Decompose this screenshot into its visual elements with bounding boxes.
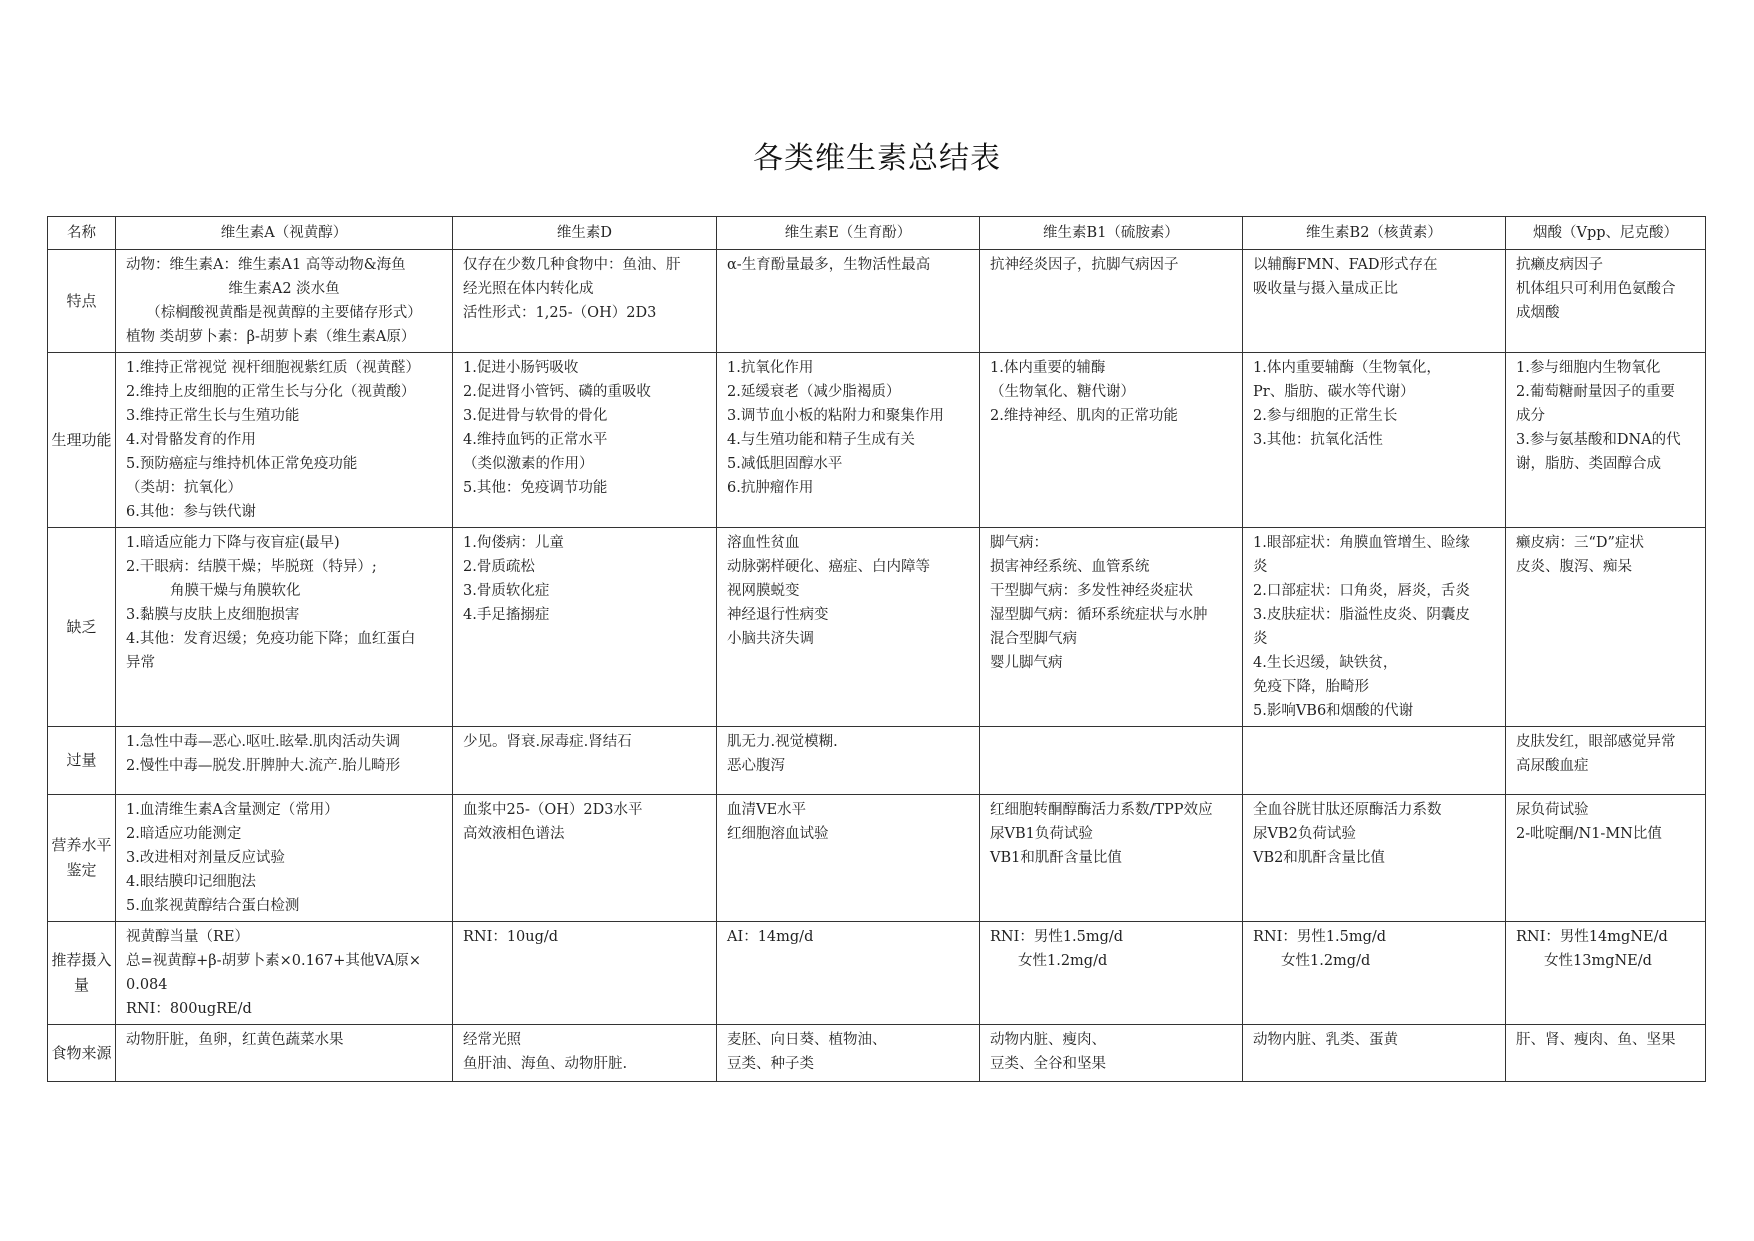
cell-assessment-niacin-col	[1506, 795, 1706, 922]
cell-line: 机体组只可利用色氨酸合	[1516, 281, 1676, 297]
row-label-assessment: 营养水平鉴定	[48, 795, 116, 922]
cell-assessment-vitamin-a-col	[116, 795, 453, 922]
cell-line: （棕榈酸视黄酯是视黄醇的主要储存形式）	[146, 305, 422, 321]
cell-line: 4.其他：发育迟缓；免疫功能下降；血红蛋白	[126, 631, 416, 647]
cell-deficiency-vitamin-b2-col	[1243, 528, 1506, 727]
cell-features-vitamin-b2-col	[1243, 250, 1506, 353]
cell-line: 损害神经系统、血管系统	[990, 559, 1150, 575]
cell-line: 3.改进相对剂量反应试验	[126, 850, 285, 866]
cell-line: 高效液相色谱法	[463, 826, 565, 842]
cell-food-sources-niacin-col	[1506, 1025, 1706, 1082]
cell-food-sources-vitamin-e-col	[717, 1025, 980, 1082]
cell-line: 1.体内重要辅酶（生物氧化，	[1253, 360, 1441, 376]
header-niacin-col: 烟酸（Vpp、尼克酸）	[1506, 217, 1706, 250]
cell-deficiency-vitamin-d-col	[453, 528, 717, 727]
cell-line: 1.抗氧化作用	[727, 360, 814, 376]
cell-line: 混合型脚气病	[990, 631, 1077, 647]
cell-functions-vitamin-d-col	[453, 353, 717, 528]
cell-line: 6.其他：参与铁代谢	[126, 504, 256, 520]
cell-intake-niacin-col	[1506, 922, 1706, 1025]
cell-line: 3.其他：抗氧化活性	[1253, 432, 1383, 448]
cell-features-vitamin-a-col	[116, 250, 453, 353]
cell-line: 3.黏膜与皮肤上皮细胞损害	[126, 607, 300, 623]
cell-line: 3.调节血小板的粘附力和聚集作用	[727, 408, 944, 424]
cell-line: 4.维持血钙的正常水平	[463, 432, 608, 448]
cell-line: 以辅酶FMN、FAD形式存在	[1253, 257, 1438, 273]
cell-line: 豆类、种子类	[727, 1056, 814, 1072]
cell-line: RNI：男性14mgNE/d	[1516, 929, 1668, 945]
cell-line: 皮炎、腹泻、痴呆	[1516, 559, 1632, 575]
cell-deficiency-niacin-col	[1506, 528, 1706, 727]
cell-functions-vitamin-b1-col	[980, 353, 1243, 528]
header-vitamin-d-col: 维生素D	[453, 217, 717, 250]
cell-line: 动物内脏、瘦肉、	[990, 1032, 1106, 1048]
cell-line: 1.急性中毒—恶心.呕吐.眩晕.肌肉活动失调	[126, 734, 401, 750]
cell-line: 湿型脚气病：循环系统症状与水肿	[990, 607, 1208, 623]
cell-line: 抗神经炎因子，抗脚气病因子	[990, 257, 1179, 273]
row-label-intake: 推荐摄入量	[48, 922, 116, 1025]
cell-line: 2.干眼病：结膜干燥；毕脱斑（特异）;	[126, 559, 377, 575]
cell-line: 溶血性贫血	[727, 535, 800, 551]
cell-line: 活性形式：1,25-（OH）2D3	[463, 305, 657, 321]
cell-line: 谢，脂肪、类固醇合成	[1516, 456, 1661, 472]
row-label-overdose: 过量	[48, 727, 116, 795]
row-assessment	[48, 795, 1706, 922]
cell-line: 5.预防癌症与维持机体正常免疫功能	[126, 456, 358, 472]
cell-line: RNI：男性1.5mg/d	[1253, 929, 1387, 945]
cell-assessment-vitamin-d-col	[453, 795, 717, 922]
cell-line: 2.维持神经、肌肉的正常功能	[990, 408, 1178, 424]
cell-food-sources-vitamin-a-col	[116, 1025, 453, 1082]
cell-line: 2.维持上皮细胞的正常生长与分化（视黄酸）	[126, 384, 416, 400]
page-title: 各类维生素总结表	[753, 141, 1001, 176]
row-label-deficiency: 缺乏	[48, 528, 116, 727]
cell-line: 1.体内重要的辅酶	[990, 360, 1106, 376]
cell-line: 婴儿脚气病	[990, 655, 1063, 671]
cell-line: 恶心腹泻	[727, 758, 785, 774]
cell-line: 1.佝偻病：儿童	[463, 535, 564, 551]
cell-line: 动脉粥样硬化、癌症、白内障等	[727, 559, 930, 575]
cell-line: 脚气病：	[990, 535, 1048, 551]
cell-line: 总=视黄醇+β-胡萝卜素×0.167+其他VA原×	[126, 953, 421, 969]
cell-line: 6.抗肿瘤作用	[727, 480, 814, 496]
cell-line: 4.生长迟缓，缺铁贫，	[1253, 655, 1398, 671]
cell-line: （类似激素的作用）	[463, 456, 594, 472]
cell-overdose-vitamin-b1-col	[980, 727, 1243, 795]
cell-intake-vitamin-b1-col	[980, 922, 1243, 1025]
cell-line: （类胡：抗氧化）	[126, 480, 242, 496]
cell-line: 0.084	[126, 977, 168, 993]
cell-features-vitamin-d-col	[453, 250, 717, 353]
cell-line: 麦胚、向日葵、植物油、	[727, 1032, 887, 1048]
cell-line: 1.促进小肠钙吸收	[463, 360, 579, 376]
cell-line: 尿VB1负荷试验	[990, 826, 1093, 842]
cell-line: 炎	[1253, 631, 1268, 647]
cell-line: 癞皮病：三“D”症状	[1516, 535, 1644, 551]
cell-line: 3.参与氨基酸和DNA的代	[1516, 432, 1681, 448]
cell-line: 鱼肝油、海鱼、动物肝脏.	[463, 1056, 628, 1072]
cell-line: 血浆中25-（OH）2D3水平	[463, 802, 643, 818]
cell-line: 经光照在体内转化成	[463, 281, 594, 297]
cell-line: 2-吡啶酮/N1-MN比值	[1516, 826, 1662, 842]
header-row	[48, 217, 1706, 250]
cell-functions-niacin-col	[1506, 353, 1706, 528]
cell-overdose-vitamin-e-col	[717, 727, 980, 795]
vitamin-summary-table	[47, 216, 1706, 1082]
cell-line: 4.手足搐搦症	[463, 607, 550, 623]
cell-line: AI：14mg/d	[727, 929, 814, 945]
cell-line: 尿VB2负荷试验	[1253, 826, 1356, 842]
cell-line: 神经退行性病变	[727, 607, 829, 623]
cell-line: （生物氧化、糖代谢）	[990, 384, 1135, 400]
cell-line: 1.维持正常视觉 视杆细胞视紫红质（视黄醛）	[126, 360, 420, 376]
cell-line: 干型脚气病：多发性神经炎症状	[990, 583, 1193, 599]
cell-line: 豆类、全谷和坚果	[990, 1056, 1106, 1072]
cell-line: 肝、肾、瘦肉、鱼、坚果	[1516, 1032, 1676, 1048]
cell-line: 5.减低胆固醇水平	[727, 456, 843, 472]
cell-line: 2.慢性中毒—脱发.肝脾肿大.流产.胎儿畸形	[126, 758, 401, 774]
cell-line: 肌无力.视觉模糊.	[727, 734, 838, 750]
cell-line: VB1和肌酐含量比值	[990, 850, 1122, 866]
cell-features-vitamin-b1-col	[980, 250, 1243, 353]
cell-functions-vitamin-a-col	[116, 353, 453, 528]
cell-line: 高尿酸血症	[1516, 758, 1589, 774]
cell-overdose-vitamin-d-col	[453, 727, 717, 795]
cell-functions-vitamin-e-col	[717, 353, 980, 528]
cell-line: 4.对骨骼发育的作用	[126, 432, 256, 448]
cell-line: 经常光照	[463, 1032, 521, 1048]
cell-features-vitamin-e-col	[717, 250, 980, 353]
cell-line: 血清VE水平	[727, 802, 807, 818]
cell-line: 3.皮肤症状：脂溢性皮炎、阴囊皮	[1253, 607, 1470, 623]
header-vitamin-a-col: 维生素A（视黄醇）	[116, 217, 453, 250]
cell-line: 维生素A2 淡水鱼	[228, 281, 340, 297]
cell-line: 动物肝脏，鱼卵，红黄色蔬菜水果	[126, 1032, 344, 1048]
cell-line: 2.骨质疏松	[463, 559, 535, 575]
cell-line: 小脑共济失调	[727, 631, 814, 647]
cell-overdose-vitamin-a-col	[116, 727, 453, 795]
cell-line: 1.暗适应能力下降与夜盲症(最早)	[126, 535, 340, 551]
cell-overdose-niacin-col	[1506, 727, 1706, 795]
cell-assessment-vitamin-b1-col	[980, 795, 1243, 922]
cell-line: 3.骨质软化症	[463, 583, 550, 599]
cell-line: 抗癞皮病因子	[1516, 257, 1603, 273]
cell-line: 红细胞溶血试验	[727, 826, 829, 842]
cell-deficiency-vitamin-e-col	[717, 528, 980, 727]
cell-features-niacin-col	[1506, 250, 1706, 353]
cell-intake-vitamin-b2-col	[1243, 922, 1506, 1025]
cell-line: 免疫下降，胎畸形	[1253, 679, 1369, 695]
cell-line: 视黄醇当量（RE）	[126, 929, 250, 945]
cell-line: 4.眼结膜印记细胞法	[126, 874, 256, 890]
cell-deficiency-vitamin-b1-col	[980, 528, 1243, 727]
cell-line: 2.参与细胞的正常生长	[1253, 408, 1398, 424]
header-vitamin-b2-col: 维生素B2（核黄素）	[1243, 217, 1506, 250]
cell-line: 异常	[126, 655, 155, 671]
cell-line: 红细胞转酮醇酶活力系数/TPP效应	[990, 802, 1213, 818]
cell-functions-vitamin-b2-col	[1243, 353, 1506, 528]
cell-line: 5.影响VB6和烟酸的代谢	[1253, 703, 1414, 719]
row-deficiency	[48, 528, 1706, 727]
cell-line: 2.促进肾小管钙、磷的重吸收	[463, 384, 651, 400]
cell-line: 少见。肾衰.尿毒症.肾结石	[463, 734, 632, 750]
cell-food-sources-vitamin-d-col	[453, 1025, 717, 1082]
cell-line: 吸收量与摄入量成正比	[1253, 281, 1398, 297]
cell-line: RNI：10ug/d	[463, 929, 559, 945]
row-features	[48, 250, 1706, 353]
table-body	[48, 250, 1706, 1082]
cell-line: 1.眼部症状：角膜血管增生、睑缘	[1253, 535, 1470, 551]
cell-line: 1.血清维生素A含量测定（常用）	[126, 802, 339, 818]
cell-line: RNI：800ugRE/d	[126, 1001, 252, 1017]
cell-deficiency-vitamin-a-col	[116, 528, 453, 727]
cell-assessment-vitamin-b2-col	[1243, 795, 1506, 922]
cell-line: 5.其他：免疫调节功能	[463, 480, 608, 496]
row-food-sources	[48, 1025, 1706, 1082]
cell-line: 仅存在少数几种食物中：鱼油、肝	[463, 257, 681, 273]
cell-intake-vitamin-e-col	[717, 922, 980, 1025]
cell-intake-vitamin-d-col	[453, 922, 717, 1025]
cell-line: 成烟酸	[1516, 305, 1560, 321]
cell-line: 尿负荷试验	[1516, 802, 1589, 818]
header-name-col: 名称	[48, 217, 116, 250]
row-label-food-sources: 食物来源	[48, 1025, 116, 1082]
cell-food-sources-vitamin-b1-col	[980, 1025, 1243, 1082]
row-overdose	[48, 727, 1706, 795]
cell-line: 角膜干燥与角膜软化	[170, 583, 301, 599]
cell-line: 2.葡萄糖耐量因子的重要	[1516, 384, 1675, 400]
cell-intake-vitamin-a-col	[116, 922, 453, 1025]
cell-line: Pr、脂肪、碳水等代谢）	[1253, 384, 1415, 400]
cell-line: 4.与生殖功能和精子生成有关	[727, 432, 915, 448]
cell-line: 皮肤发红，眼部感觉异常	[1516, 734, 1676, 750]
cell-line: 炎	[1253, 559, 1268, 575]
cell-overdose-vitamin-b2-col	[1243, 727, 1506, 795]
cell-line: 女性1.2mg/d	[1281, 953, 1371, 969]
row-intake	[48, 922, 1706, 1025]
cell-line: 1.参与细胞内生物氧化	[1516, 360, 1661, 376]
cell-line: 视网膜蜕变	[727, 583, 800, 599]
cell-food-sources-vitamin-b2-col	[1243, 1025, 1506, 1082]
cell-line: α-生育酚量最多，生物活性最高	[727, 257, 931, 273]
header-vitamin-b1-col: 维生素B1（硫胺素）	[980, 217, 1243, 250]
cell-line: 全血谷胱甘肽还原酶活力系数	[1253, 802, 1442, 818]
cell-assessment-vitamin-e-col	[717, 795, 980, 922]
cell-line: 成分	[1516, 408, 1545, 424]
cell-line: 植物 类胡萝卜素：β-胡萝卜素（维生素A原）	[126, 329, 416, 345]
cell-line: VB2和肌酐含量比值	[1253, 850, 1385, 866]
cell-line: 3.维持正常生长与生殖功能	[126, 408, 300, 424]
cell-line: 5.血浆视黄醇结合蛋白检测	[126, 898, 300, 914]
cell-line: 3.促进骨与软骨的骨化	[463, 408, 608, 424]
cell-line: 女性1.2mg/d	[1018, 953, 1108, 969]
cell-line: 动物：维生素A：维生素A1 高等动物&海鱼	[126, 257, 406, 273]
row-functions	[48, 353, 1706, 528]
cell-line: 2.口部症状：口角炎，唇炎，舌炎	[1253, 583, 1470, 599]
cell-line: 女性13mgNE/d	[1544, 953, 1652, 969]
cell-line: RNI：男性1.5mg/d	[990, 929, 1124, 945]
header-vitamin-e-col: 维生素E（生育酚）	[717, 217, 980, 250]
cell-line: 2.延缓衰老（减少脂褐质）	[727, 384, 901, 400]
cell-line: 动物内脏、乳类、蛋黄	[1253, 1032, 1398, 1048]
cell-line: 2.暗适应功能测定	[126, 826, 242, 842]
row-label-functions: 生理功能	[48, 353, 116, 528]
row-label-features: 特点	[48, 250, 116, 353]
